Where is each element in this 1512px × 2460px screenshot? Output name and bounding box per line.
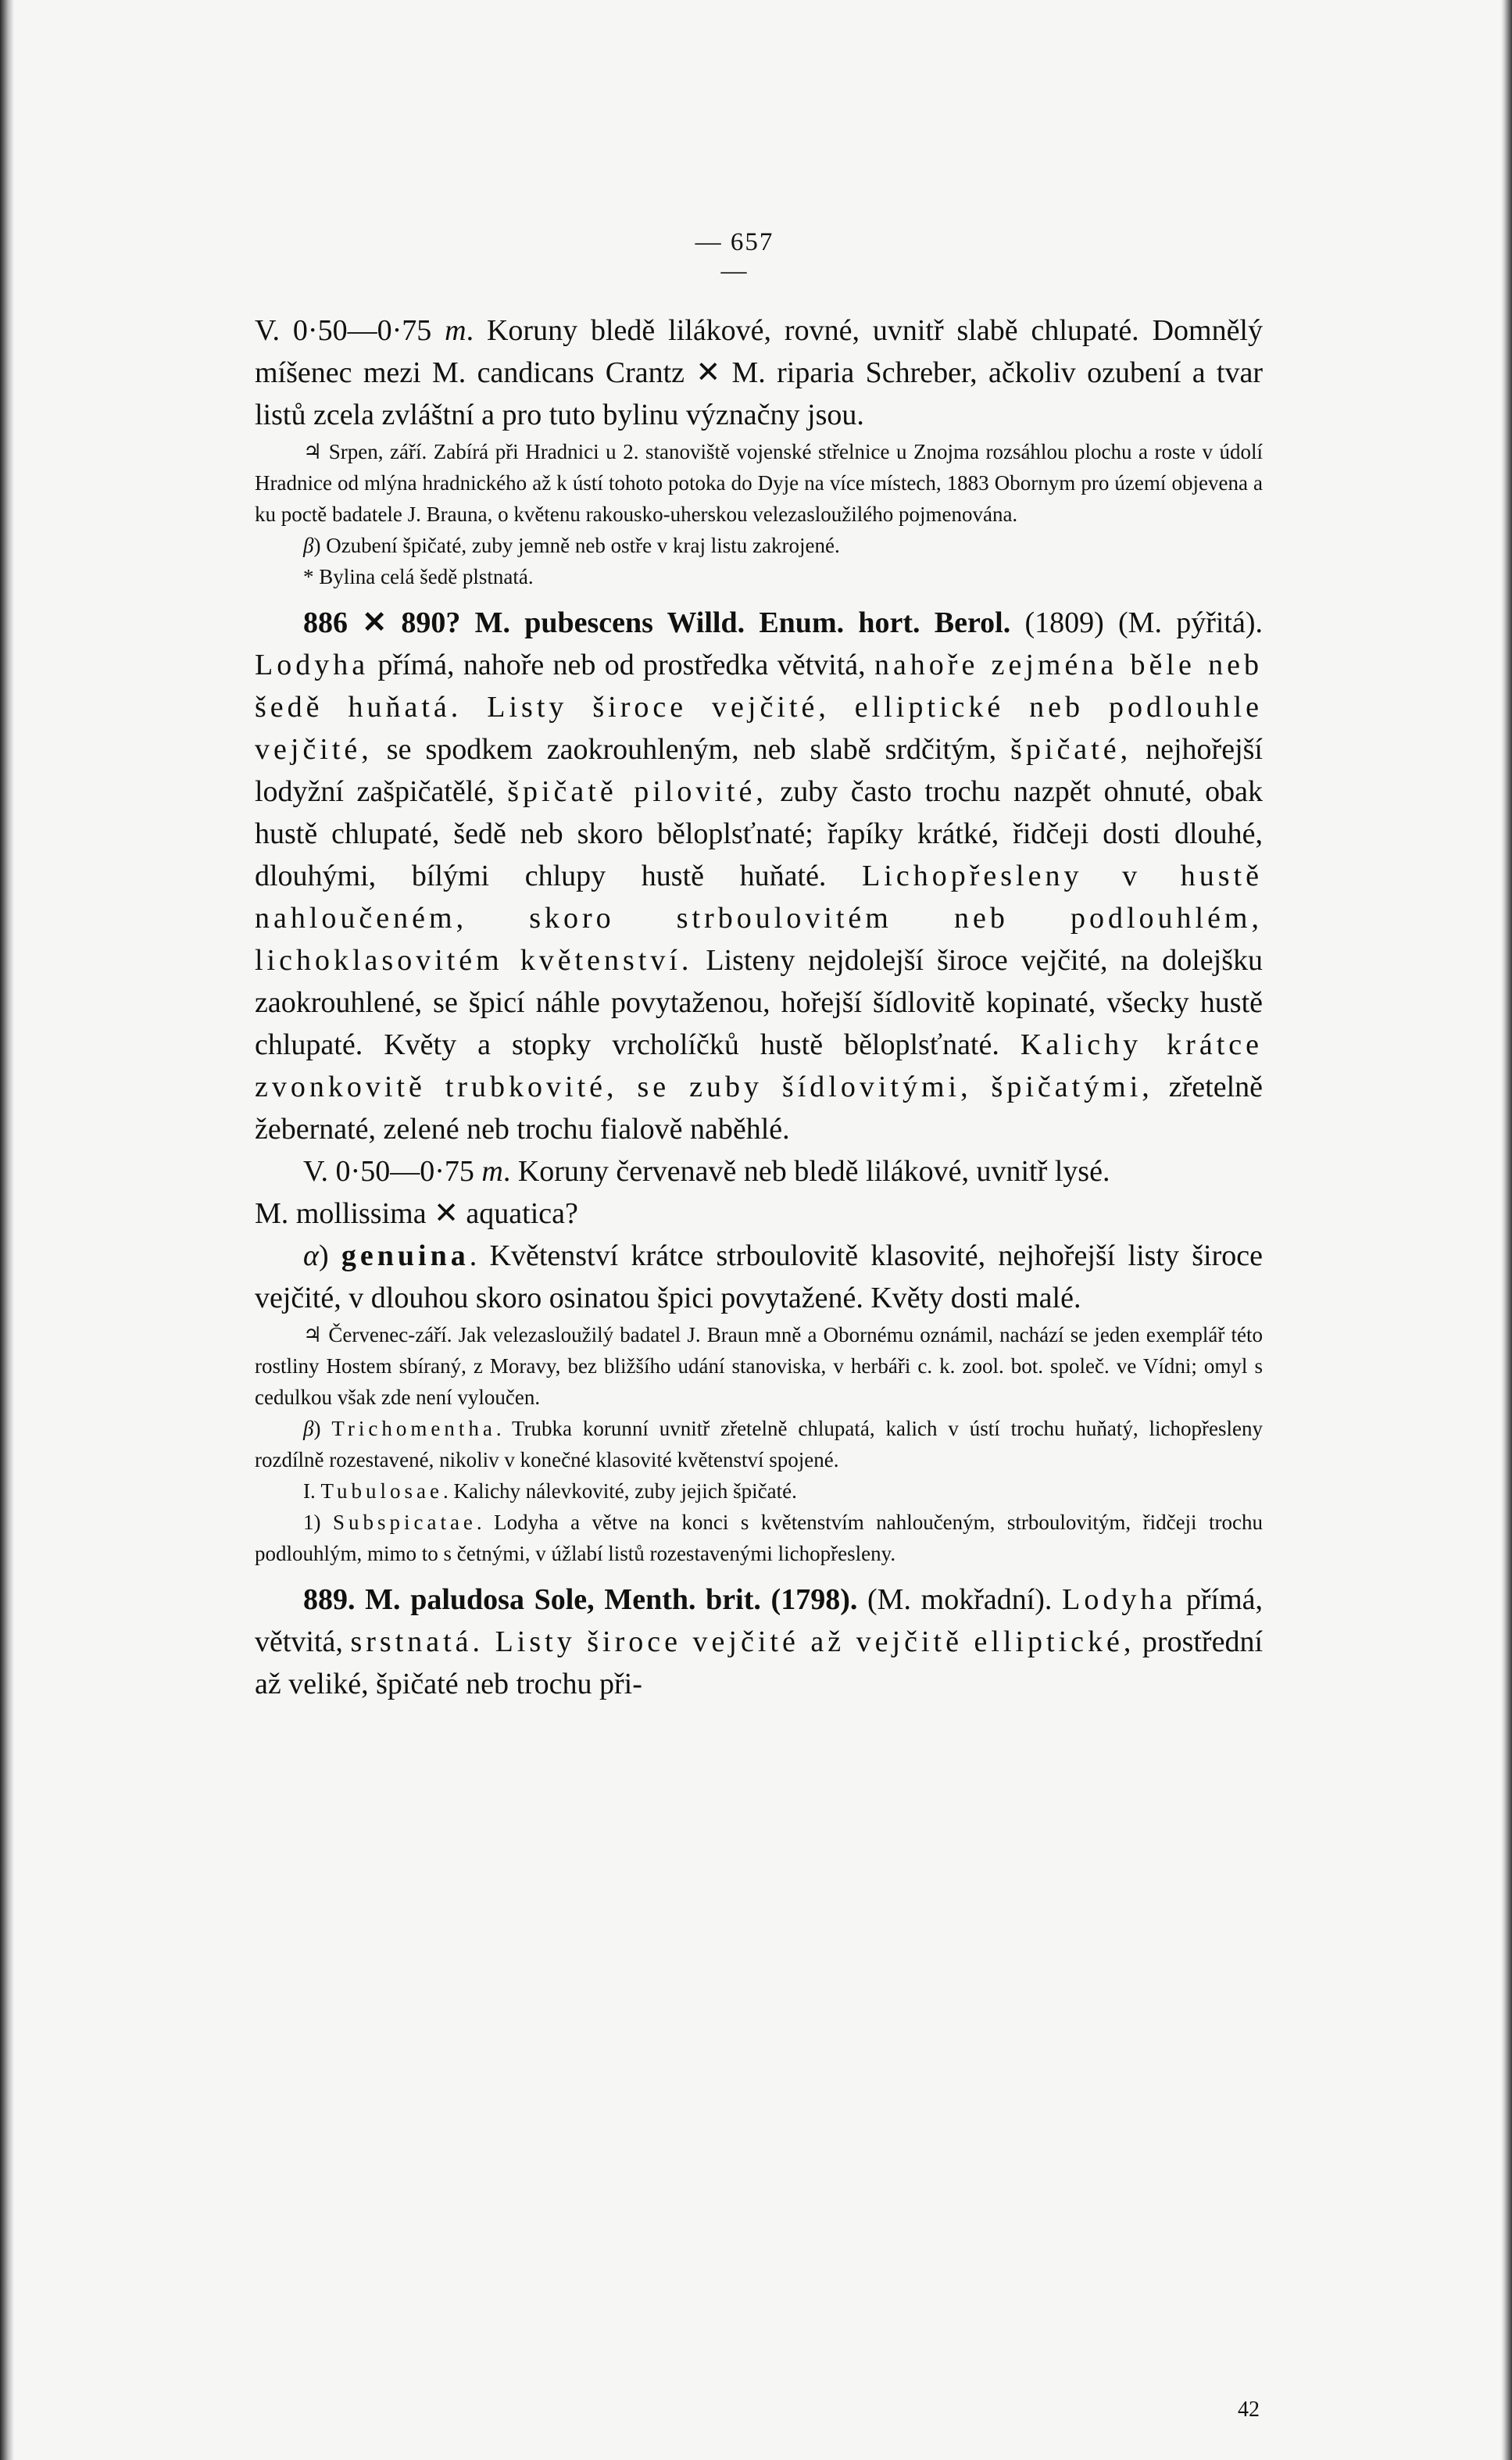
group-subspicatae — [255, 1507, 1263, 1569]
species-entry-889 — [255, 1579, 1263, 1705]
text-segment: Lodyha — [255, 649, 370, 681]
text-segment: zřetelně žebernaté, zelené neb trochu fialově naběhlé. — [255, 1071, 1263, 1146]
text-segment: špičatě pilovité, — [507, 775, 767, 808]
text-segment: . Kalichy nálevkovité, zuby jejich špičaté. — [443, 1479, 797, 1503]
text-segment: 889. M. paludosa Sole, Menth. brit. (1798). — [303, 1583, 858, 1616]
text-segment: I. — [303, 1479, 321, 1503]
right-scan-edge — [1501, 0, 1512, 2460]
text-segment: α — [303, 1239, 319, 1272]
text-segment: . Koruny bledě lilákové, rovné, uvnitř slabě chlupaté. Domnělý míšenec mezi M. candicans Crantz ✕ M. riparia Schreber, ačkoliv ozubení a tvar listů zcela zvláštní a pro tuto bylinu význačny jsou. — [255, 314, 1263, 431]
text-segment: ♃ Srpen, září. Zabírá při Hradnici u 2. stanoviště vojenské střelnice u Znojma rozsáhlou plochu a roste v údolí Hradnice od mlýna hradnického až k ústí tohoto potoka do Dyje na více místech, 1883 Obornym pro území objevena a ku poctě badatele J. Brauna, o květenu rakousko-uherskou velezasloužilého pojmenována. — [255, 440, 1263, 526]
species-entry-886x890 — [255, 602, 1263, 1150]
text-segment: přímá, větvitá, — [255, 1583, 1263, 1658]
paragraph — [255, 309, 1263, 436]
text-segment: β — [303, 534, 314, 557]
text-segment: nejhořejší lodyžní zašpičatělé, — [255, 733, 1263, 808]
text-segment: . Koruny červenavě neb bledě lilákové, uvnitř lysé. — [502, 1155, 1110, 1188]
text-segment: špičaté, — [1010, 733, 1132, 766]
text-segment: m — [445, 314, 466, 347]
text-segment: Trichomentha — [331, 1417, 496, 1440]
paragraph-small — [255, 436, 1263, 530]
group-tubulosae — [255, 1475, 1263, 1507]
text-segment: V. 0·50—0·75 — [303, 1155, 482, 1188]
paragraph — [255, 1150, 1263, 1192]
text-segment: přímá, nahoře neb od prostředka větvitá, — [369, 649, 874, 681]
text-segment: V. 0·50—0·75 — [255, 314, 445, 347]
text-segment: β — [303, 1417, 314, 1440]
text-segment: ) — [318, 1239, 341, 1272]
sheet-signature: 42 — [1238, 2397, 1260, 2422]
text-segment: Tubulosae — [320, 1479, 444, 1503]
page-number: — 657 — — [695, 228, 774, 285]
text-segment: Listeny nejdolejší široce vejčité, na dolejšku zaokrouhlené, se špicí náhle povytaženou, hořejší šídlovitě kopinaté, všecky hustě chlupaté. Květy a stopky vrcholíčků hustě běloplsťnaté. — [255, 944, 1263, 1061]
paragraph-small — [255, 1319, 1263, 1413]
text-segment: prostřední až veliké, špičaté neb trochu při- — [255, 1625, 1264, 1700]
text-segment: ♃ Červenec-září. Jak velezasloužilý badatel J. Braun mně a Obornému oznámil, nachází se jeden exemplář této rostliny Hostem sbíraný, z Moravy, bez bližšího udání stanoviska, v herbáři c. k. zool. bot. společ. ve Vídni; omyl s cedulkou však zde není vyloučen. — [255, 1323, 1263, 1409]
text-segment: ) Ozubení špičaté, zuby jemně neb ostře v kraj listu zakrojené. — [313, 534, 840, 557]
text-segment: M. mollissima ✕ aquatica? — [255, 1197, 578, 1230]
text-segment: srstnatá. Listy široce vejčité až vejčitě elliptické, — [350, 1625, 1135, 1658]
text-segment: Kalichy krátce zvonkovitě trubkovité, se zuby šídlovitými, špičatými, — [255, 1028, 1263, 1103]
text-segment: zuby často trochu nazpět ohnuté, obak hustě chlupaté, šedě neb skoro běloplsťnaté; řapíky krátké, řidčeji dosti dlouhé, dlouhými, bílými chlupy hustě huňaté. — [255, 775, 1263, 892]
text-segment: Lichopřesleny v hustě nahloučeném, skoro strboulovitém neb podlouhlém, lichoklasovitém květenství. — [255, 860, 1263, 977]
text-segment: 886 ✕ 890? M. pubescens Willd. Enum. hort. Berol. — [303, 606, 1011, 639]
left-scan-edge — [0, 0, 14, 2460]
text-segment: . Květenství krátce strboulovitě klasovité, nejhořejší listy široce vejčité, v dlouhou skoro osinatou špici povytažené. Květy dosti malé. — [255, 1239, 1263, 1314]
variety-trichomentha — [255, 1413, 1263, 1475]
text-segment: nahoře zejména běle neb šedě huňatá. Listy široce vejčité, elliptické neb podlouhle vejčité, — [255, 649, 1263, 766]
text-segment: ) — [313, 1417, 332, 1440]
text-segment: m — [481, 1155, 503, 1188]
paragraph — [255, 1192, 1263, 1235]
body-text — [255, 309, 1263, 1705]
text-segment: Lodyha — [1062, 1583, 1177, 1616]
text-segment: (1809) (M. pýřitá). — [1010, 606, 1263, 639]
text-segment: * Bylina celá šedě plstnatá. — [303, 565, 534, 588]
text-segment: 1) — [303, 1511, 333, 1534]
paragraph-small — [255, 530, 1263, 561]
paragraph-small — [255, 561, 1263, 592]
text-segment: . Lodyha a větve na konci s květenstvím nahloučeným, strboulovitým, řidčeji trochu podlouhlým, mimo to s četnými, v úžlabí listů rozestavenými lichopřesleny. — [255, 1511, 1263, 1565]
variety-genuina — [255, 1235, 1263, 1319]
text-segment: (M. mokřadní). — [857, 1583, 1063, 1616]
text-segment: Subspicatae — [332, 1511, 477, 1534]
text-segment: . Trubka korunní uvnitř zřetelně chlupatá, kalich v ústí trochu huňatý, lichopřesleny rozdílně rozestavené, nikoliv v konečné klasovité květenství spojené. — [255, 1417, 1263, 1471]
text-segment: genuina — [341, 1239, 470, 1272]
text-segment: se spodkem zaokrouhleným, neb slabě srdčitým, — [372, 733, 1011, 766]
